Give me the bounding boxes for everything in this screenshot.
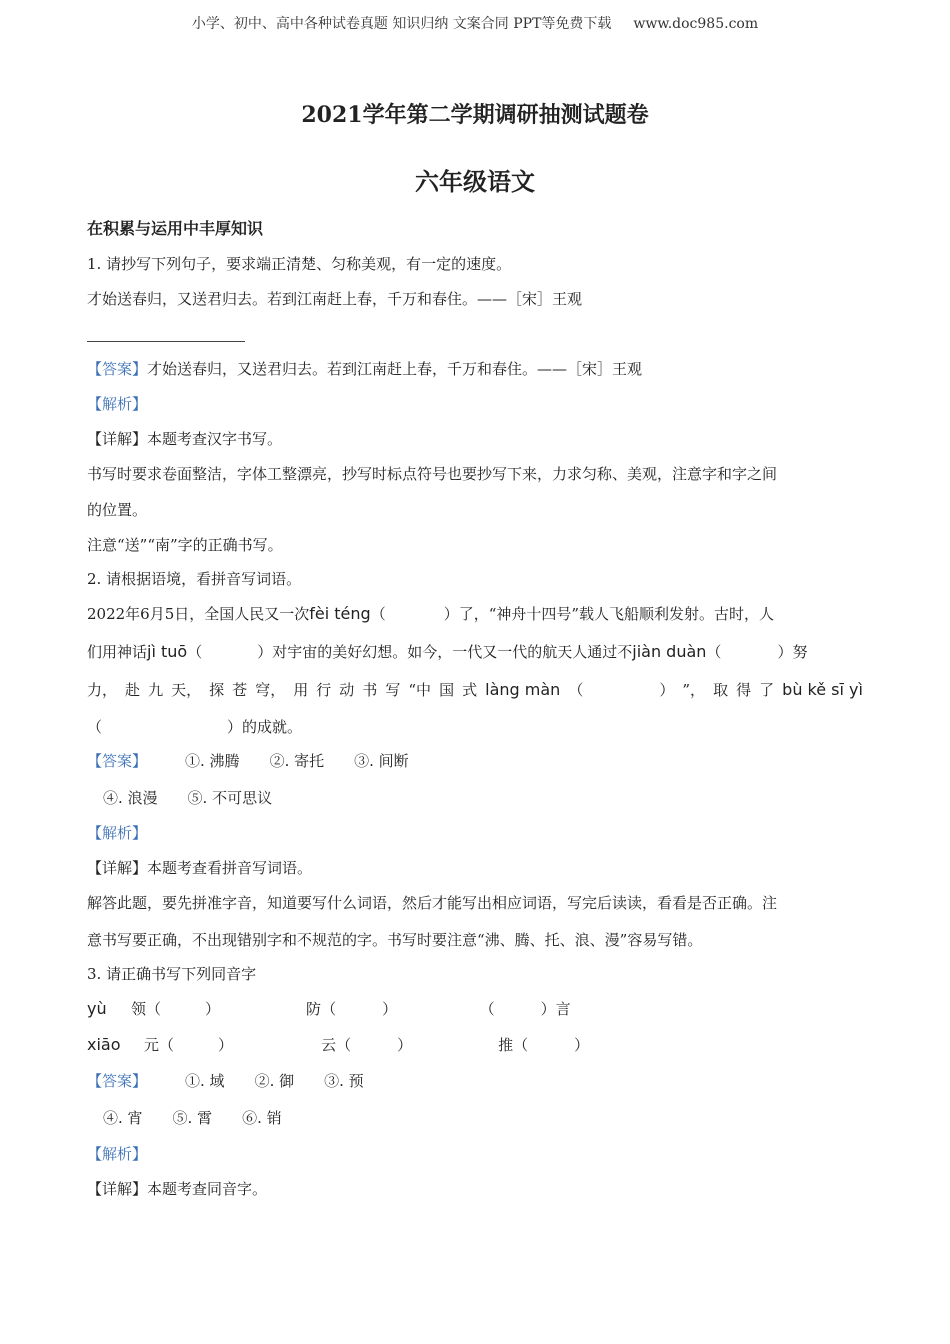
q2-line3 — [87, 680, 863, 700]
answer-tag: 【答案】 — [87, 360, 148, 378]
header-url[interactable]: www.doc985.com — [633, 16, 759, 32]
q3-answers-row1 — [87, 1071, 364, 1091]
q2-char: 行 — [316, 681, 332, 699]
answer-item: ⑥. 销 — [242, 1109, 282, 1127]
q2-char: 探 — [209, 681, 225, 699]
q3-row1 — [87, 999, 571, 1019]
q3-row2 — [87, 1035, 589, 1055]
q2-line1 — [87, 604, 774, 624]
paren: ） — [205, 1000, 221, 1018]
answer-item: ⑤. 不可思议 — [187, 789, 273, 807]
q2-text: 对宇宙的美好幻想。如今，一代又一代的航天人通过不 — [272, 643, 633, 661]
q2-text: 的成就。 — [242, 718, 303, 736]
answer-item: ④. 宵 — [103, 1109, 143, 1127]
pinyin: jiàn duàn — [632, 642, 707, 661]
q2-answers-row2 — [103, 788, 272, 808]
answer-item: ③. 预 — [324, 1072, 364, 1090]
answer-item: ③. 间断 — [354, 752, 409, 770]
paren: （ — [370, 605, 386, 623]
q2-detail — [87, 858, 312, 878]
paren: ） — [397, 1036, 413, 1054]
q1-poem: 才始送春归，又送君归去。若到江南赶上春，千万和春住。——［宋］王观 — [87, 290, 583, 308]
q1-answer-line — [87, 341, 245, 342]
q2-answers-row1 — [87, 751, 409, 771]
paren: （ — [321, 1000, 337, 1018]
q3-word: 领 — [131, 1000, 147, 1018]
paren: （ — [513, 1036, 529, 1054]
answer-blank[interactable] — [591, 680, 651, 700]
paren: ） — [443, 605, 459, 623]
paren: （ — [146, 1000, 162, 1018]
q3-word: 元 — [144, 1036, 160, 1054]
q2-char: ”， — [682, 681, 706, 699]
q3-answers-row2 — [103, 1108, 282, 1128]
q2-line2 — [87, 642, 807, 662]
q1-analysis-tag: 【解析】 — [87, 395, 148, 413]
q1-expl3: 注意“送”“南”字的正确书写。 — [87, 536, 283, 554]
paren: ） — [659, 681, 675, 699]
answer-item: ①. 沸腾 — [185, 752, 240, 770]
q2-text: 们用神话 — [87, 643, 148, 661]
answer-tag: 【答案】 — [87, 752, 148, 770]
q3-word: 推 — [498, 1036, 514, 1054]
pinyin: bù kě sī yì — [782, 680, 863, 699]
q2-char: 赴 — [125, 681, 141, 699]
paren: （ — [706, 643, 722, 661]
detail-tag: 【详解】 — [87, 430, 148, 448]
answer-item: ②. 御 — [254, 1072, 295, 1090]
q1-expl2: 的位置。 — [87, 501, 148, 519]
q2-analysis-tag: 【解析】 — [87, 824, 148, 842]
paren: （ — [336, 1036, 352, 1054]
q2-char: 式 — [462, 681, 478, 699]
q2-char: 书 — [362, 681, 378, 699]
answer-item: ①. 域 — [185, 1072, 225, 1090]
q2-stem: 2. 请根据语境，看拼音写词语。 — [87, 570, 302, 588]
answer-tag: 【答案】 — [87, 1072, 148, 1090]
exam-title: 2021学年第二学期调研抽测试题卷 — [301, 102, 649, 128]
pinyin: yù — [87, 999, 107, 1018]
paren: （ — [187, 643, 203, 661]
paren: ） — [227, 718, 243, 736]
q1-answer-text: 才始送春归，又送君归去。若到江南赶上春，千万和春住。——［宋］王观 — [147, 360, 643, 378]
q1-expl1: 书写时要求卷面整洁，字体工整漂亮，抄写时标点符号也要抄写下来，力求匀称、美观，注意字和字之间 — [87, 465, 778, 483]
q2-detail-text: 本题考查看拼音写词语。 — [147, 859, 313, 877]
paren: （ — [159, 1036, 175, 1054]
q2-char: 苍 — [232, 681, 248, 699]
paren: ） — [382, 1000, 398, 1018]
paren: ） — [574, 1036, 590, 1054]
q2-char: 了 — [759, 681, 775, 699]
q1-detail — [87, 429, 282, 449]
q2-char: 用 — [293, 681, 309, 699]
q2-text: 努 — [792, 643, 808, 661]
answer-item: ⑤. 霄 — [172, 1109, 213, 1127]
q2-line4 — [87, 717, 302, 737]
q3-stem: 3. 请正确书写下列同音字 — [87, 965, 257, 983]
pinyin: fèi téng — [309, 604, 371, 623]
q2-expl2: 意书写要正确，不出现错别字和不规范的字。书写时要注意“沸、腾、托、浪、漫”容易写错。 — [87, 931, 703, 949]
q2-char: 穹， — [255, 681, 286, 699]
q2-char: 取 — [713, 681, 729, 699]
q2-char: 写 — [385, 681, 401, 699]
q1-stem: 1. 请抄写下列句子，要求端正清楚、匀称美观，有一定的速度。 — [87, 255, 512, 273]
paren: ） — [218, 1036, 234, 1054]
detail-tag: 【详解】 — [87, 1180, 148, 1198]
q1-answer — [87, 359, 642, 379]
q3-word: 云 — [321, 1036, 337, 1054]
pinyin: jì tuō — [147, 642, 188, 661]
section-heading: 在积累与运用中丰厚知识 — [87, 219, 264, 238]
q3-detail-text: 本题考查同音字。 — [147, 1180, 268, 1198]
paren: （ — [87, 718, 103, 736]
q2-char: 国 — [439, 681, 455, 699]
q2-char: 得 — [736, 681, 752, 699]
q2-char: “中 — [408, 681, 432, 699]
q3-analysis-tag: 【解析】 — [87, 1145, 148, 1163]
detail-tag: 【详解】 — [87, 859, 148, 877]
answer-item: ④. 浪漫 — [103, 789, 158, 807]
q2-expl1: 解答此题，要先拼准字音，知道要写什么词语，然后才能写出相应词语，写完后读读，看看是否正确。注 — [87, 894, 778, 912]
q2-char: 九 — [148, 681, 164, 699]
q1-detail-text: 本题考查汉字书写。 — [147, 430, 283, 448]
paren: ） — [257, 643, 273, 661]
pinyin: xiāo — [87, 1035, 121, 1054]
q2-char: 动 — [339, 681, 355, 699]
q3-detail — [87, 1179, 267, 1199]
q3-word: 言 — [555, 1000, 571, 1018]
q2-char: 力， — [87, 681, 118, 699]
paren: （ — [487, 1000, 495, 1018]
answer-item: ②. 寄托 — [269, 752, 325, 770]
q2-text: 了，“神舟十四号”载人飞船顺利发射。古时，人 — [458, 605, 775, 623]
paren: ） — [540, 1000, 556, 1018]
exam-subtitle: 六年级语文 — [415, 167, 535, 196]
q2-char: 天， — [171, 681, 202, 699]
q3-word: 防 — [306, 1000, 322, 1018]
q2-text: 2022年6月5日，全国人民又一次 — [87, 605, 310, 623]
page-header — [0, 13, 950, 33]
header-text: 小学、初中、高中各种试卷真题 知识归纳 文案合同 PPT等免费下载 — [191, 16, 612, 32]
pinyin: làng màn — [485, 680, 561, 699]
paren: ） — [777, 643, 793, 661]
paren: （ — [568, 681, 584, 699]
